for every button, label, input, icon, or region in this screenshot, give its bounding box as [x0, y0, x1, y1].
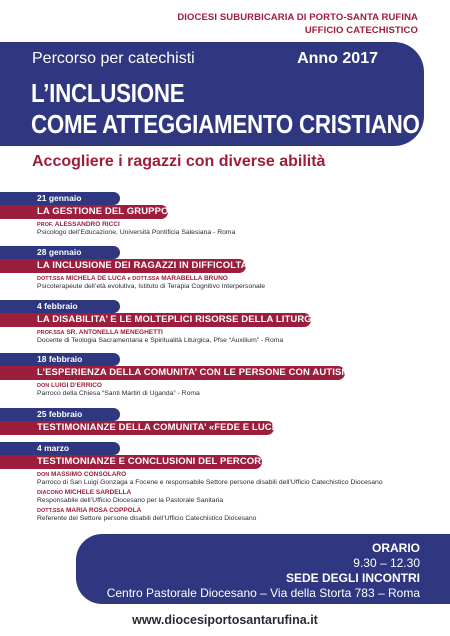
speaker-name: DOTT.SSA MARIA ROSA COPPOLA	[37, 507, 142, 514]
session-title: LA GESTIONE DEL GRUPPO	[0, 205, 168, 219]
session-date: 25 febbraio	[0, 408, 120, 421]
speaker-description: Referente del Settore persone disabili dell’Ufficio Catechistico Diocesano	[37, 515, 257, 522]
session-date: 4 marzo	[0, 442, 120, 455]
session-date: 4 febbraio	[0, 300, 120, 313]
session-title: LA INCLUSIONE DEI RAGAZZI IN DIFFICOLTA’	[0, 259, 246, 273]
speaker-name: DIACONO MICHELE SARDELLA	[37, 489, 132, 496]
session-date: 18 febbraio	[0, 353, 120, 366]
main-title-line1: L’INCLUSIONE	[31, 78, 185, 108]
session-date: 21 gennaio	[0, 192, 120, 205]
sede-label: SEDE DEGLI INCONTRI	[285, 571, 420, 585]
speaker-name: PROF. ALESSANDRO RICCI	[37, 221, 120, 228]
year-label: Anno 2017	[297, 50, 378, 67]
organization-header	[177, 11, 418, 37]
main-title-line2: COME ATTEGGIAMENTO CRISTIANO	[31, 109, 420, 139]
session-title: L’ESPERIENZA DELLA COMUNITA’ CON LE PERSONE CON AUTISMO	[0, 366, 345, 380]
website-link[interactable]: www.diocesiportosantarufina.it	[132, 613, 318, 627]
session-title: TESTIMONIANZE DELLA COMUNITA’ «FEDE E LUCE»	[0, 421, 274, 435]
sede-value: Centro Pastorale Diocesano – Via della Storta 783 – Roma	[106, 586, 420, 600]
office-name: UFFICIO CATECHISTICO	[304, 25, 418, 36]
session-title: LA DISABILITA’ E LE MOLTEPLICI RISORSE DELLA LITURGIA	[0, 313, 311, 327]
speaker-description: Parroco di San Luigi Gonzaga a Focene e responsabile Settore persone disabili dell’Ufficio Catechistico Diocesano	[37, 479, 383, 486]
title-banner	[0, 42, 424, 146]
diocese-name: DIOCESI SUBURBICARIA DI PORTO-SANTA RUFINA	[177, 12, 418, 23]
speaker-description: Parroco della Chiesa “Santi Martiri di Uganda” - Roma	[37, 390, 200, 397]
info-box	[76, 534, 450, 604]
session-title: TESTIMONIANZE E CONCLUSIONI DEL PERCORSO	[0, 455, 262, 469]
speaker-name: DON MASSIMO CONSOLARO	[37, 471, 127, 478]
orario-label: ORARIO	[372, 541, 420, 555]
session-date: 28 gennaio	[0, 246, 120, 259]
subtitle: Accogliere i ragazzi con diverse abilità	[32, 153, 326, 170]
speaker-description: Docente di Teologia Sacramentaria e Spiritualità Liturgica, Pfse “Auxilium” - Roma	[37, 337, 284, 344]
speaker-description: Psicoterapeute dell’età evolutiva, Istituto di Terapia Cognitivo Interpersonale	[37, 283, 266, 290]
speaker-name: DOTT.SSA MICHELA DE LUCA e DOTT.SSA MARABELLA BRUNO	[37, 275, 228, 282]
speaker-name: PROF.SSA SR. ANTONELLA MENEGHETTI	[37, 329, 163, 336]
speaker-name: DON LUIGI D’ERRICO	[37, 382, 102, 389]
orario-value: 9.30 – 12.30	[353, 556, 420, 570]
speaker-description: Psicologo dell’Educazione, Università Pontificia Salesiana - Roma	[37, 229, 236, 236]
course-label: Percorso per catechisti	[32, 50, 195, 67]
speaker-description: Responsabile dell’Ufficio Diocesano per la Pastorale Sanitaria	[37, 497, 224, 504]
